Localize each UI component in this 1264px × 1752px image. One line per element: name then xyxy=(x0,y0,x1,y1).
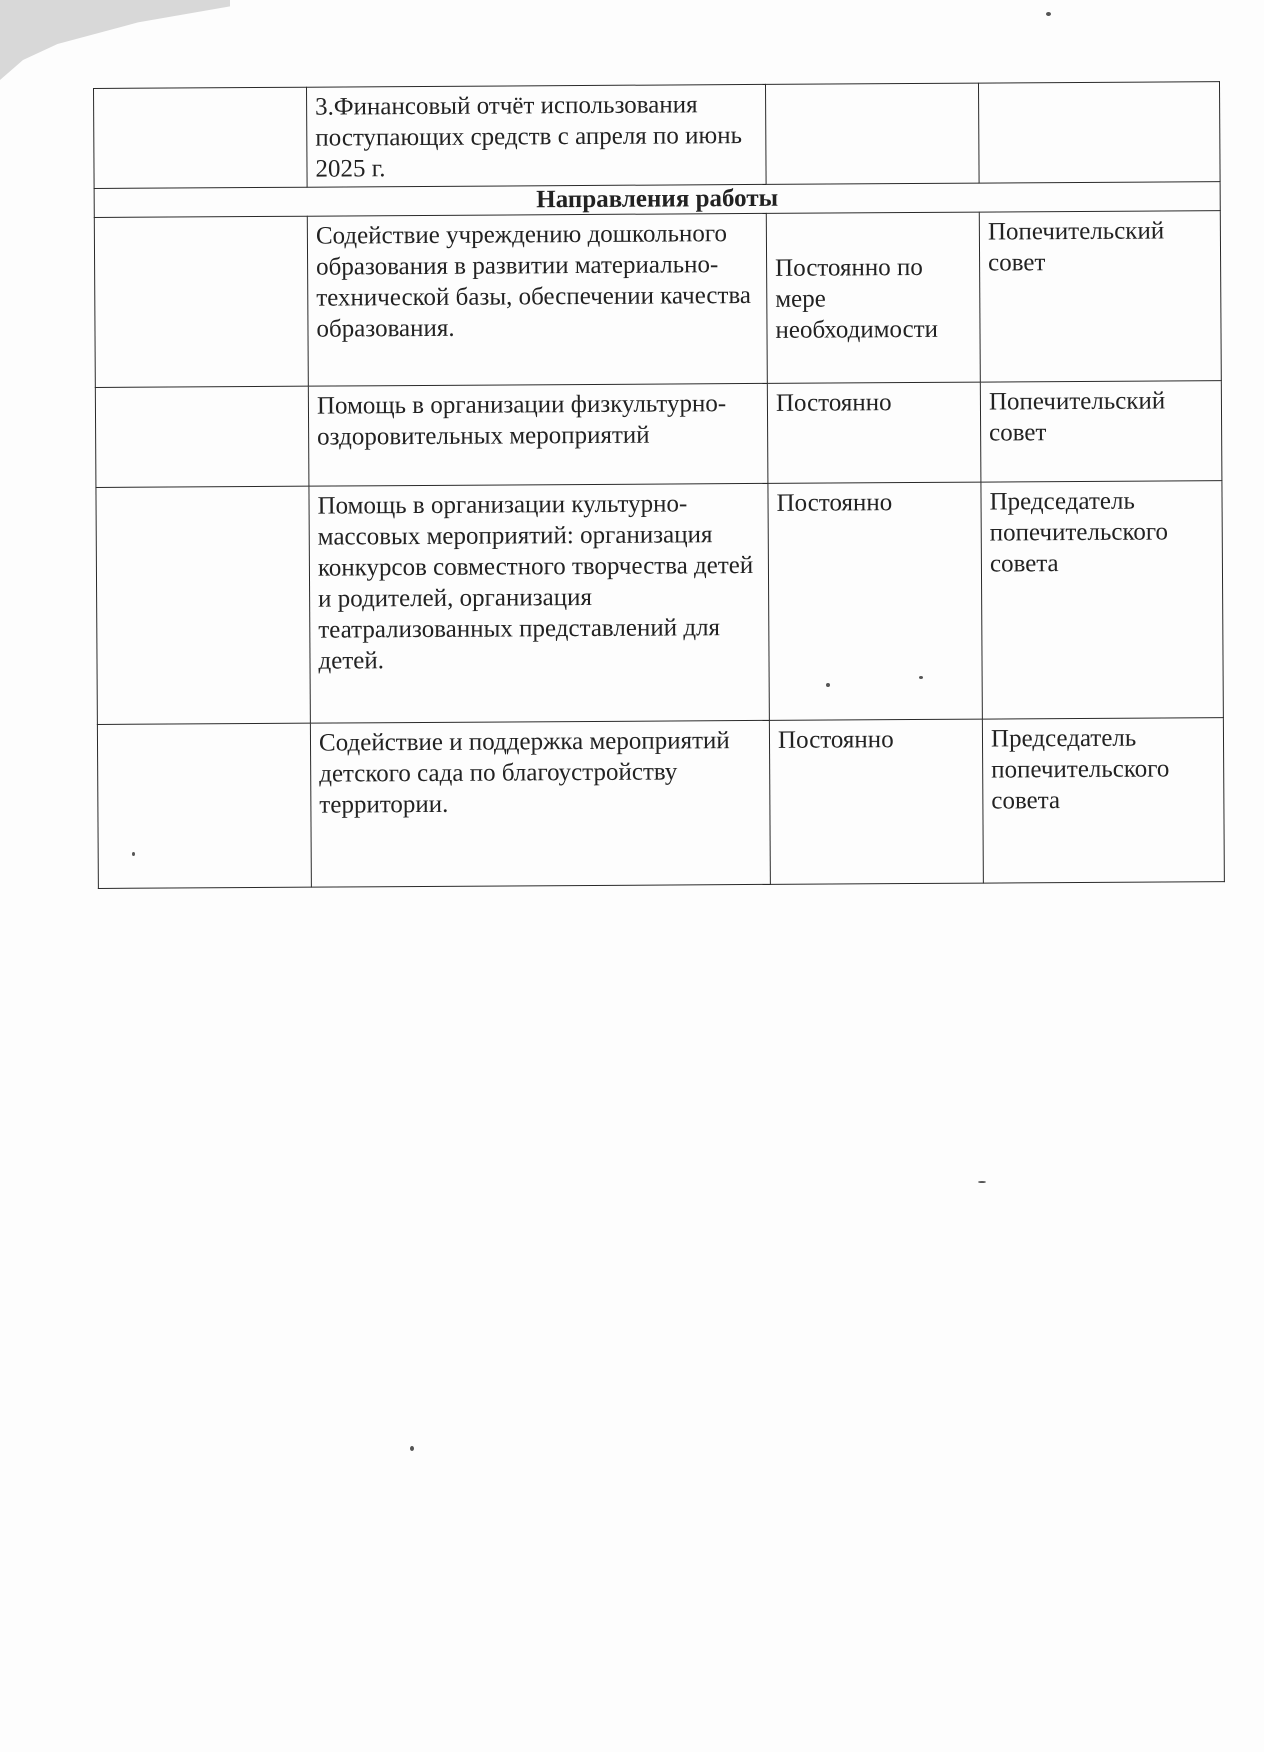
task-cell: Помощь в организации культурно-массовых мероприятий: организация конкурсов совместного творчества детей и родителей, организация театрализованных представлений для детей. xyxy=(309,483,769,723)
responsible-cell: Попечительский совет xyxy=(979,211,1221,382)
table-row xyxy=(94,82,1221,189)
task-cell: Содействие и поддержка мероприятий детского сада по благоустройству территории. xyxy=(310,720,770,887)
term-cell: Постоянно по мере необходимости xyxy=(766,212,980,383)
row-number-cell xyxy=(94,216,308,387)
section-title: Направления работы xyxy=(94,182,1220,218)
task-cell: 3.Финансовый отчёт использования поступающих средств с апреля по июнь 2025 г. xyxy=(306,84,766,187)
scan-speck xyxy=(132,852,135,856)
term-cell xyxy=(765,83,979,184)
term-cell: Постоянно xyxy=(767,382,981,483)
table-row xyxy=(94,211,1221,388)
scan-speck xyxy=(826,683,830,687)
table-row xyxy=(96,481,1223,725)
table-row xyxy=(95,381,1222,488)
scan-speck xyxy=(919,676,923,679)
responsible-cell: Председатель попечительского совета xyxy=(982,718,1224,883)
torn-corner xyxy=(0,0,230,80)
responsible-cell xyxy=(978,82,1220,183)
scan-speck xyxy=(410,1446,414,1451)
task-cell: Помощь в организации физкультурно-оздоровительных мероприятий xyxy=(308,383,768,486)
row-number-cell xyxy=(94,87,308,188)
scan-speck xyxy=(978,1181,986,1183)
responsible-cell: Председатель попечительского совета xyxy=(981,481,1223,719)
task-cell: Содействие учреждению дошкольного образования в развитии материально-технической базы, обеспечении качества образования. xyxy=(307,213,767,386)
row-number-cell xyxy=(95,386,309,487)
term-cell: Постоянно xyxy=(769,719,983,884)
term-cell: Постоянно xyxy=(768,482,982,720)
table-row xyxy=(97,718,1224,889)
responsible-cell: Попечительский совет xyxy=(980,381,1222,482)
work-plan-table xyxy=(93,81,1225,889)
row-number-cell xyxy=(97,723,311,888)
scan-speck xyxy=(1046,12,1051,16)
row-number-cell xyxy=(96,486,310,724)
